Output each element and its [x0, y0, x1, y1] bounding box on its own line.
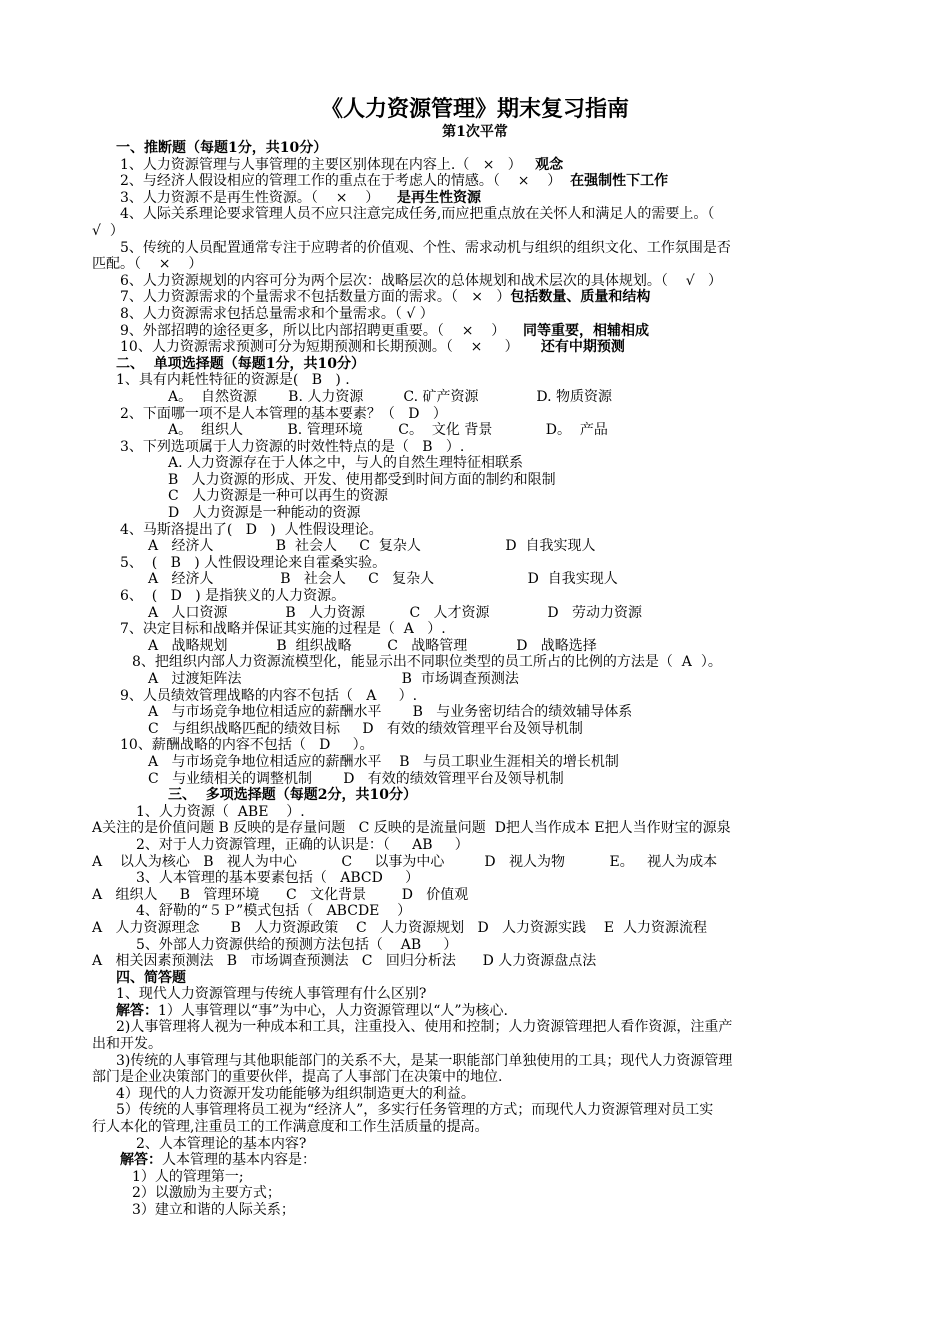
line-text: 1、人力资源管理与人事管理的主要区别体现在内容上.（ × ） [120, 156, 536, 173]
text-line [92, 488, 862, 505]
text-line [92, 903, 862, 920]
line-text: 3、下列选项属于人力资源的时效性特点的是（ B ）. [120, 438, 465, 455]
line-text: A 组织人 B 管理环境 C 文化背景 D 价值观 [92, 886, 469, 903]
line-text: 9、外部招聘的途径更多，所以比内部招聘更重要。（ × ） [120, 322, 524, 339]
document-title: 《人力资源管理》期末复习指南 [320, 97, 629, 122]
line-text: 6、 ( D ) 是指狭义的人力资源。 [120, 588, 346, 605]
line-text: 行人本化的管理,注重员工的工作满意度和工作生活质量的提高。 [92, 1119, 489, 1136]
correction-note: 同等重要，相辅相成 [523, 322, 650, 339]
text-line [92, 422, 862, 439]
text-line [92, 372, 862, 389]
correction-note: 观念 [535, 156, 564, 173]
line-text: 2、与经济人假设相应的管理工作的重点在于考虑人的情感。（ × ） [120, 173, 571, 190]
text-line [92, 1185, 862, 1202]
line-text: 8、把组织内部人力资源流模型化，能显示出不同职位类型的员工所占的比例的方法是（ A ）。 [132, 654, 722, 671]
line-text: 4）现代的人力资源开发功能能够为组织制造更大的利益。 [116, 1085, 475, 1102]
text-line [92, 953, 862, 970]
document-subtitle: 第1次平常 [442, 124, 508, 140]
text-line [92, 538, 862, 555]
text-line [92, 721, 862, 738]
line-text: 5）传统的人事管理将员工视为“经济人”，多实行任务管理的方式；而现代人力资源管理对员工实 [116, 1102, 714, 1119]
line-text: 8、人力资源需求包括总量需求和个量需求。（ √ ） [120, 305, 434, 322]
correction-note: 在强制性下工作 [570, 173, 669, 190]
line-text: A 与市场竞争地位相适应的薪酬水平 B 与业务密切结合的绩效辅导体系 [148, 704, 633, 721]
text-line [92, 1102, 862, 1119]
text-line [92, 870, 862, 887]
text-line [92, 920, 862, 937]
text-line [92, 256, 862, 273]
line-text: 四、简答题 [116, 969, 186, 986]
text-line [92, 937, 862, 954]
text-line [92, 505, 862, 522]
text-line [92, 140, 862, 157]
line-text: 5、 ( B ) 人性假设理论来自霍桑实验。 [120, 554, 387, 571]
text-line [92, 588, 862, 605]
text-line [92, 1136, 862, 1153]
text-line [92, 1036, 862, 1053]
text-line [92, 986, 862, 1003]
text-line [92, 472, 862, 489]
text-line [92, 688, 862, 705]
line-text: 部门是企业决策部门的重要伙伴，提高了人事部门在决策中的地位. [92, 1069, 503, 1086]
document-body [92, 140, 862, 1219]
text-line [92, 555, 862, 572]
correction-note: 包括数量、质量和结构 [510, 289, 651, 306]
text-line [92, 571, 862, 588]
line-text: 2)人事管理将人视为一种成本和工具，注重投入、使用和控制；人力资源管理把人看作资源，注重产 [116, 1019, 733, 1036]
text-line [92, 389, 862, 406]
line-text: B 人力资源的形成、开发、使用都受到时间方面的制约和限制 [168, 471, 556, 488]
text-line [92, 1169, 862, 1186]
text-line [92, 820, 862, 837]
line-text: 4、人际关系理论要求管理人员不应只注意完成任务,而应把重点放在关怀人和满足人的需要上。（ [120, 206, 715, 223]
line-text: 2、人本管理论的基本内容? [136, 1135, 307, 1152]
line-text: 7、人力资源需求的个量需求不包括数量方面的需求。（ × ） [120, 289, 511, 306]
line-text: 3、人力资源不是再生性资源。（ × ） [120, 189, 398, 206]
line-text: 二、 单项选择题（每题1分，共10分） [116, 355, 365, 372]
text-line [92, 157, 862, 174]
line-text: 2、对于人力资源管理，正确的认识是：（ AB ） [136, 836, 469, 853]
text-line [92, 522, 862, 539]
line-text: 5、传统的人员配置通常专注于应聘者的价值观、个性、需求动机与组织的组织文化、工作氛围是否 [120, 239, 731, 256]
line-text: A 经济人 B 社会人 C 复杂人 D 自我实现人 [148, 538, 596, 555]
line-text: A 相关因素预测法 B 市场调查预测法 C 回归分析法 D 人力资源盘点法 [92, 953, 597, 970]
text-line [92, 1053, 862, 1070]
text-line [92, 439, 862, 456]
line-text: 6、人力资源规划的内容可分为两个层次：战略层次的总体规划和战术层次的具体规划。（ √ ） [120, 272, 722, 289]
line-text: A 与市场竞争地位相适应的薪酬水平 B 与员工职业生涯相关的增长机制 [148, 753, 619, 770]
line-text: A。 自然资源 B. 人力资源 C. 矿产资源 D. 物质资源 [168, 388, 612, 405]
text-line [92, 190, 862, 207]
text-line [92, 621, 862, 638]
line-text: 三、 多项选择题（每题2分，共10分） [168, 787, 417, 804]
text-line [92, 206, 862, 223]
line-text: A 战略规划 B 组织战略 C 战略管理 D 战略选择 [148, 637, 597, 654]
text-line [92, 654, 862, 671]
correction-note: 还有中期预测 [540, 339, 625, 356]
line-text: 人本管理的基本内容是： [162, 1152, 316, 1169]
text-line [92, 804, 862, 821]
line-text: 3、人本管理的基本要素包括（ ABCD ） [136, 870, 420, 887]
line-text: 7、决定目标和战略并保证其实施的过程是（ A ）. [120, 621, 446, 638]
line-text: C 与组织战略匹配的绩效目标 D 有效的绩效管理平台及领导机制 [148, 720, 583, 737]
line-text: D 人力资源是一种能动的资源 [168, 505, 361, 522]
line-text: 1、现代人力资源管理与传统人事管理有什么区别? [116, 986, 427, 1003]
text-line [92, 240, 862, 257]
line-text: 10、人力资源需求预测可分为短期预测和长期预测。（ × ） [120, 339, 541, 356]
line-text: 1）人的管理第一; [132, 1168, 244, 1185]
line-text: 4、马斯洛提出了( D ) 人性假设理论。 [120, 521, 383, 538]
line-text: 1）人事管理以“事”为中心，人力资源管理以“人”为核心. [158, 1002, 508, 1019]
line-text: 匹配。（ × ） [92, 256, 203, 273]
line-text: A。 组织人 B. 管理环境 C。 文化 背景 D。 产品 [168, 422, 608, 439]
text-line [92, 1069, 862, 1086]
text-line [92, 223, 862, 240]
text-line [92, 406, 862, 423]
line-text: √ ） [92, 222, 124, 239]
line-text: C 与业绩相关的调整机制 D 有效的绩效管理平台及领导机制 [148, 770, 564, 787]
text-line [92, 737, 862, 754]
text-line [92, 1202, 862, 1219]
line-text: A 人力资源理念 B 人力资源政策 C 人力资源规划 D 人力资源实践 E 人力资源流程 [92, 919, 707, 936]
text-line [92, 356, 862, 373]
text-line [92, 671, 862, 688]
answer-prefix: 解答： [120, 1152, 162, 1169]
line-text: A 过渡矩阵法 B 市场调查预测法 [148, 671, 519, 687]
text-line [92, 771, 862, 788]
line-text: 3）建立和谐的人际关系； [132, 1202, 295, 1218]
line-text: 一、推断题（每题1分，共10分） [116, 140, 328, 156]
text-line [92, 754, 862, 771]
text-line [92, 854, 862, 871]
text-line [92, 887, 862, 904]
line-text: 4、舒勒的“５Ｐ”模式包括（ ABCDE ） [136, 903, 412, 920]
text-line [92, 339, 862, 356]
text-line [92, 638, 862, 655]
line-text: 9、人员绩效管理战略的内容不包括（ A ）. [120, 687, 418, 704]
line-text: 10、薪酬战略的内容不包括（ D ）。 [120, 737, 374, 754]
text-line [92, 837, 862, 854]
text-line [92, 787, 862, 804]
text-line [92, 323, 862, 340]
text-line [92, 970, 862, 987]
text-line [92, 273, 862, 290]
line-text: 1、人力资源（ ABE ）. [136, 803, 305, 820]
text-line [92, 1152, 862, 1169]
text-line [92, 1003, 862, 1020]
line-text: A. 人力资源存在于人体之中，与人的自然生理特征相联系 [168, 455, 524, 472]
text-line [92, 1019, 862, 1036]
line-text: 1、具有内耗性特征的资源是( B ) . [116, 372, 350, 389]
line-text: 5、外部人力资源供给的预测方法包括（ AB ） [136, 936, 458, 953]
line-text: 3)传统的人事管理与其他职能部门的关系不大，是某一职能部门单独使用的工具；现代人力资源管理 [116, 1052, 733, 1069]
text-line [92, 173, 862, 190]
line-text: A 以人为核心 B 视人为中心 C 以事为中心 D 视人为物 E。 视人为成本 [92, 853, 718, 870]
text-line [92, 306, 862, 323]
line-text: C 人力资源是一种可以再生的资源 [168, 488, 389, 505]
text-line [92, 1119, 862, 1136]
text-line [92, 605, 862, 622]
line-text: 2、下面哪一项不是人本管理的基本要素？（ D ） [120, 405, 447, 422]
line-text: 出和开发。 [92, 1036, 162, 1053]
text-line [92, 1086, 862, 1103]
answer-prefix: 解答： [116, 1002, 158, 1019]
line-text: A 人口资源 B 人力资源 C 人才资源 D 劳动力资源 [148, 604, 642, 621]
correction-note: 是再生性资源 [397, 189, 482, 206]
text-line [92, 704, 862, 721]
text-line [92, 289, 862, 306]
line-text: A 经济人 B 社会人 C 复杂人 D 自我实现人 [148, 571, 618, 588]
text-line [92, 455, 862, 472]
line-text: 2）以激励为主要方式； [132, 1185, 281, 1202]
line-text: A关注的是价值问题 B 反映的是存量问题 C 反映的是流量问题 D把人当作成本 E把人当作财宝的源泉 [92, 820, 731, 837]
